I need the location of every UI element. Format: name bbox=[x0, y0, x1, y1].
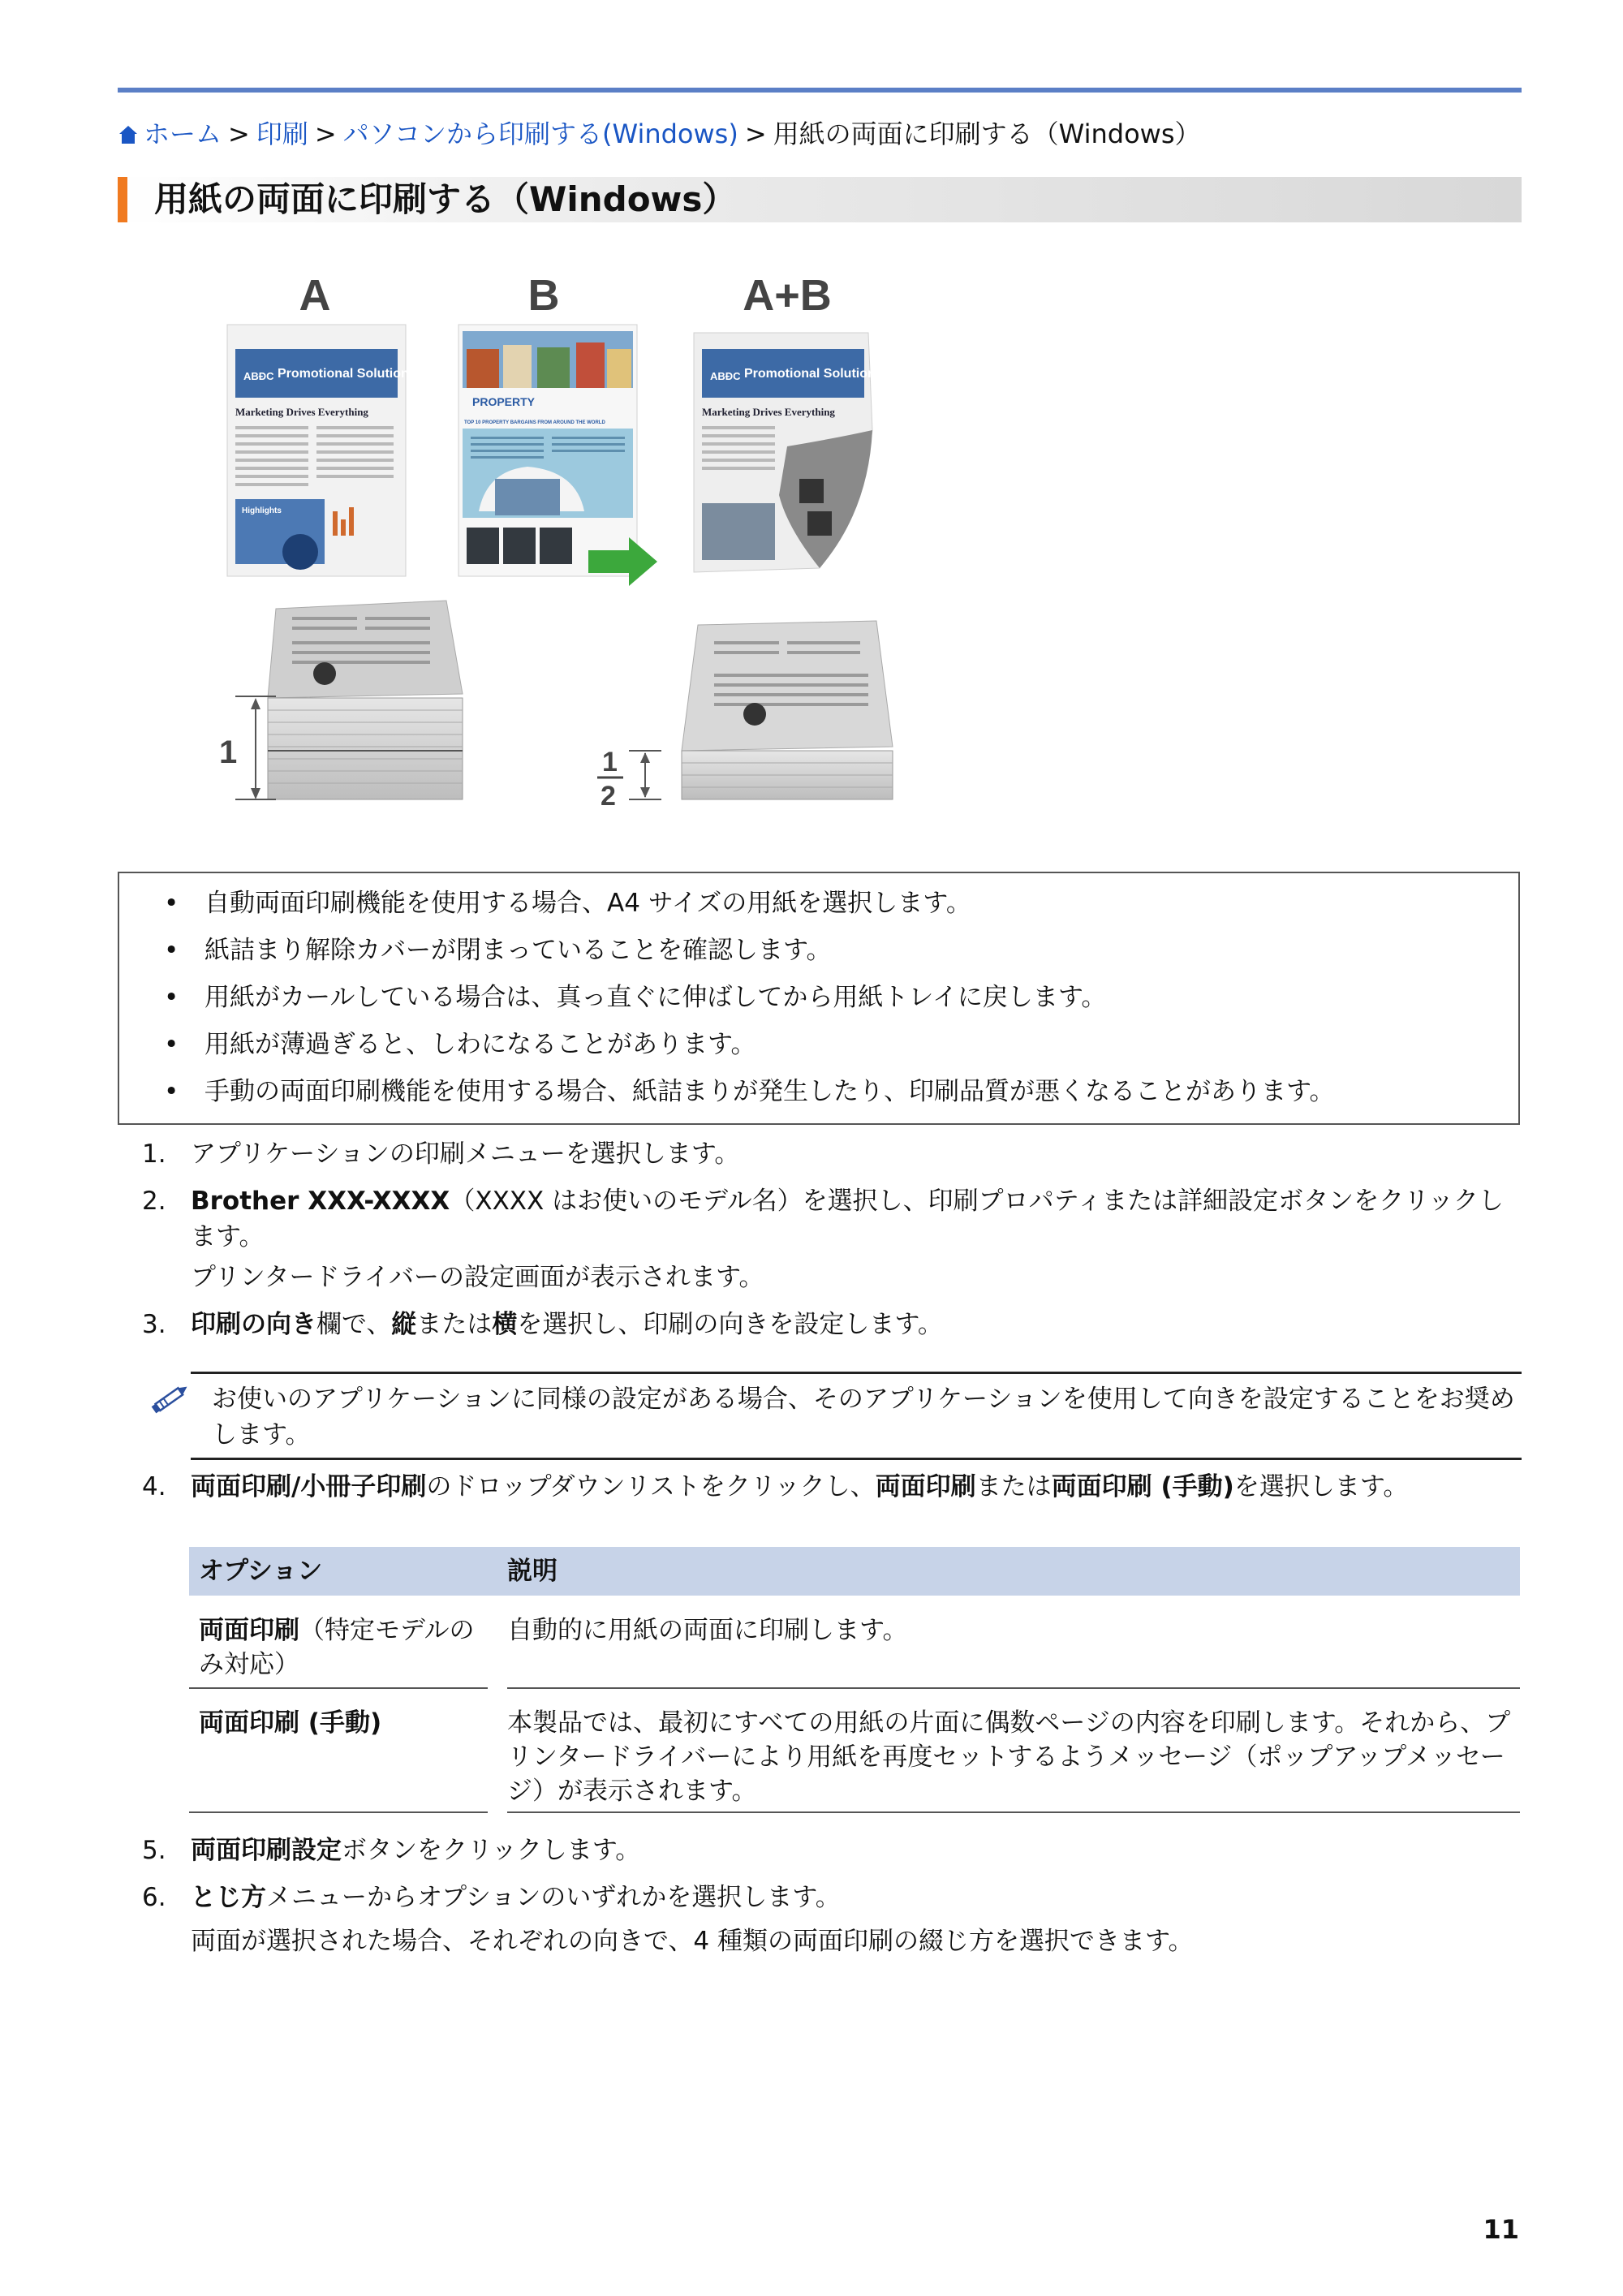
home-icon[interactable] bbox=[118, 124, 139, 145]
step-2-text: （XXXX はお使いのモデル名）を選択し、印刷プロパティまたは詳細設定ボタンをクリックします。 bbox=[191, 1187, 1504, 1251]
option-name: 両面印刷 bbox=[199, 1616, 299, 1645]
page-b-logo: PROPERTY bbox=[472, 395, 536, 408]
row-divider bbox=[189, 1687, 488, 1689]
row-divider bbox=[507, 1687, 1520, 1689]
paper-stack-duplex bbox=[597, 621, 893, 812]
page-a-highlight: Highlights bbox=[242, 506, 282, 515]
notes-list bbox=[119, 873, 1518, 1107]
page-a-logo: ABĐC bbox=[243, 370, 274, 382]
note-item: • 手動の両面印刷機能を使用する場合、紙詰まりが発生したり、印刷品質が悪くなることがあります。 bbox=[119, 1076, 1518, 1107]
text: を選択し、印刷の向きを設定します。 bbox=[517, 1310, 943, 1339]
stack-label-half-bottom: 2 bbox=[601, 781, 616, 812]
page-number: 11 bbox=[1483, 2214, 1519, 2245]
ui-term: 印刷の向き bbox=[191, 1310, 316, 1339]
step-number: 1. bbox=[142, 1139, 166, 1169]
note-item: • 紙詰まり解除カバーが閉まっていることを確認します。 bbox=[119, 935, 1518, 966]
text: または bbox=[975, 1472, 1052, 1501]
breadcrumb-print-link[interactable]: 印刷 bbox=[256, 118, 308, 149]
column-header: 説明 bbox=[507, 1557, 558, 1586]
tip-rule-top bbox=[191, 1372, 1522, 1374]
step-text bbox=[191, 1833, 1522, 1868]
table-cell-description: 自動的に用紙の両面に印刷します。 bbox=[507, 1616, 908, 1645]
label-ab: A+B bbox=[743, 271, 832, 320]
page-title-bar bbox=[118, 177, 1522, 222]
page-ab-title: Promotional Solutions bbox=[744, 367, 883, 381]
row-divider bbox=[507, 1811, 1520, 1813]
ui-term: 両面印刷/小冊子印刷 bbox=[191, 1472, 427, 1501]
note-item: • 用紙が薄過ぎると、しわになることがあります。 bbox=[119, 1029, 1518, 1060]
ui-term: 両面印刷 bbox=[875, 1472, 976, 1501]
top-rule bbox=[118, 88, 1522, 93]
ui-term: 縦 bbox=[391, 1310, 417, 1339]
label-a: A bbox=[299, 271, 331, 320]
pencil-icon bbox=[149, 1376, 192, 1420]
option-name: 両面印刷 (手動) bbox=[199, 1708, 382, 1738]
step-6-result: 両面が選択された場合、それぞれの向きで、4 種類の両面印刷の綴じ方を選択できます。 bbox=[191, 1927, 1194, 1956]
column-header: オプション bbox=[199, 1557, 323, 1586]
step-text bbox=[191, 1469, 1522, 1505]
title-accent bbox=[118, 177, 127, 222]
paper-stack-single bbox=[219, 601, 463, 799]
breadcrumb-current: 用紙の両面に印刷する（Windows） bbox=[773, 118, 1201, 149]
step-number: 6. bbox=[142, 1883, 166, 1912]
step-text bbox=[191, 1880, 1522, 1915]
note-item: • 自動両面印刷機能を使用する場合、A4 サイズの用紙を選択します。 bbox=[119, 888, 1518, 919]
step-text bbox=[191, 1183, 1522, 1255]
tip-text: お使いのアプリケーションに同様の設定がある場合、そのアプリケーションを使用して向きを設定することをお奨めします。 bbox=[212, 1385, 1515, 1450]
step-text bbox=[191, 1307, 1522, 1342]
text: を選択します。 bbox=[1233, 1472, 1409, 1501]
text: メニューからオプションのいずれかを選択します。 bbox=[266, 1883, 841, 1912]
table-cell-option bbox=[199, 1613, 491, 1682]
page-ab-heading: Marketing Drives Everything bbox=[702, 406, 835, 418]
breadcrumb-separator: > bbox=[314, 118, 337, 149]
stack-label-half-top: 1 bbox=[602, 747, 618, 778]
label-b: B bbox=[527, 271, 560, 320]
breadcrumb-separator: > bbox=[744, 118, 767, 149]
table-header bbox=[189, 1547, 1520, 1596]
tip-rule-bottom bbox=[191, 1458, 1522, 1460]
table-cell-description: 本製品では、最初にすべての用紙の片面に偶数ページの内容を印刷します。それから、プリンタードライバーにより用紙を再度セットするようメッセージ（ポップアップメッセージ）が表示されます。 bbox=[507, 1708, 1511, 1806]
breadcrumb bbox=[118, 115, 1201, 153]
ui-term: とじ方 bbox=[191, 1883, 266, 1912]
step-2-result: プリンタードライバーの設定画面が表示されます。 bbox=[191, 1263, 764, 1292]
step-text: アプリケーションの印刷メニューを選択します。 bbox=[191, 1139, 740, 1169]
step-number: 3. bbox=[142, 1310, 166, 1339]
page-title: 用紙の両面に印刷する（Windows） bbox=[154, 179, 737, 219]
page-ab-logo: ABĐC bbox=[710, 370, 741, 382]
breadcrumb-pc-print-link[interactable]: パソコンから印刷する(Windows) bbox=[342, 118, 738, 149]
text: 欄で、 bbox=[316, 1310, 392, 1339]
duplex-illustration bbox=[219, 268, 909, 820]
table-cell-option bbox=[199, 1706, 491, 1740]
page-a-title: Promotional Solutions bbox=[278, 367, 416, 381]
page-a-heading: Marketing Drives Everything bbox=[235, 406, 368, 418]
breadcrumb-home-link[interactable]: ホーム bbox=[144, 118, 222, 149]
text: のドロップダウンリストをクリックし、 bbox=[426, 1472, 876, 1501]
option-note: （特定モデルのみ対応） bbox=[199, 1616, 475, 1679]
ui-term: 両面印刷設定 bbox=[191, 1836, 342, 1865]
stack-label-1: 1 bbox=[219, 734, 238, 770]
step-number: 2. bbox=[142, 1187, 166, 1216]
page-b-heading: TOP 10 PROPERTY BARGAINS FROM AROUND THE WORLD bbox=[464, 420, 605, 425]
page-a bbox=[227, 325, 416, 576]
page-ab bbox=[694, 333, 883, 572]
note-item: • 用紙がカールしている場合は、真っ直ぐに伸ばしてから用紙トレイに戻します。 bbox=[119, 982, 1518, 1013]
model-name: Brother XXX-XXXX bbox=[191, 1187, 450, 1216]
breadcrumb-separator: > bbox=[228, 118, 250, 149]
row-divider bbox=[189, 1811, 488, 1813]
text: ボタンをクリックします。 bbox=[342, 1836, 641, 1865]
ui-term: 横 bbox=[492, 1310, 518, 1339]
text: または bbox=[416, 1310, 493, 1339]
page-b bbox=[458, 325, 637, 576]
step-number: 5. bbox=[142, 1836, 166, 1865]
ui-term: 両面印刷 (手動) bbox=[1051, 1472, 1234, 1501]
step-number: 4. bbox=[142, 1472, 166, 1501]
notes-box bbox=[118, 872, 1520, 1125]
